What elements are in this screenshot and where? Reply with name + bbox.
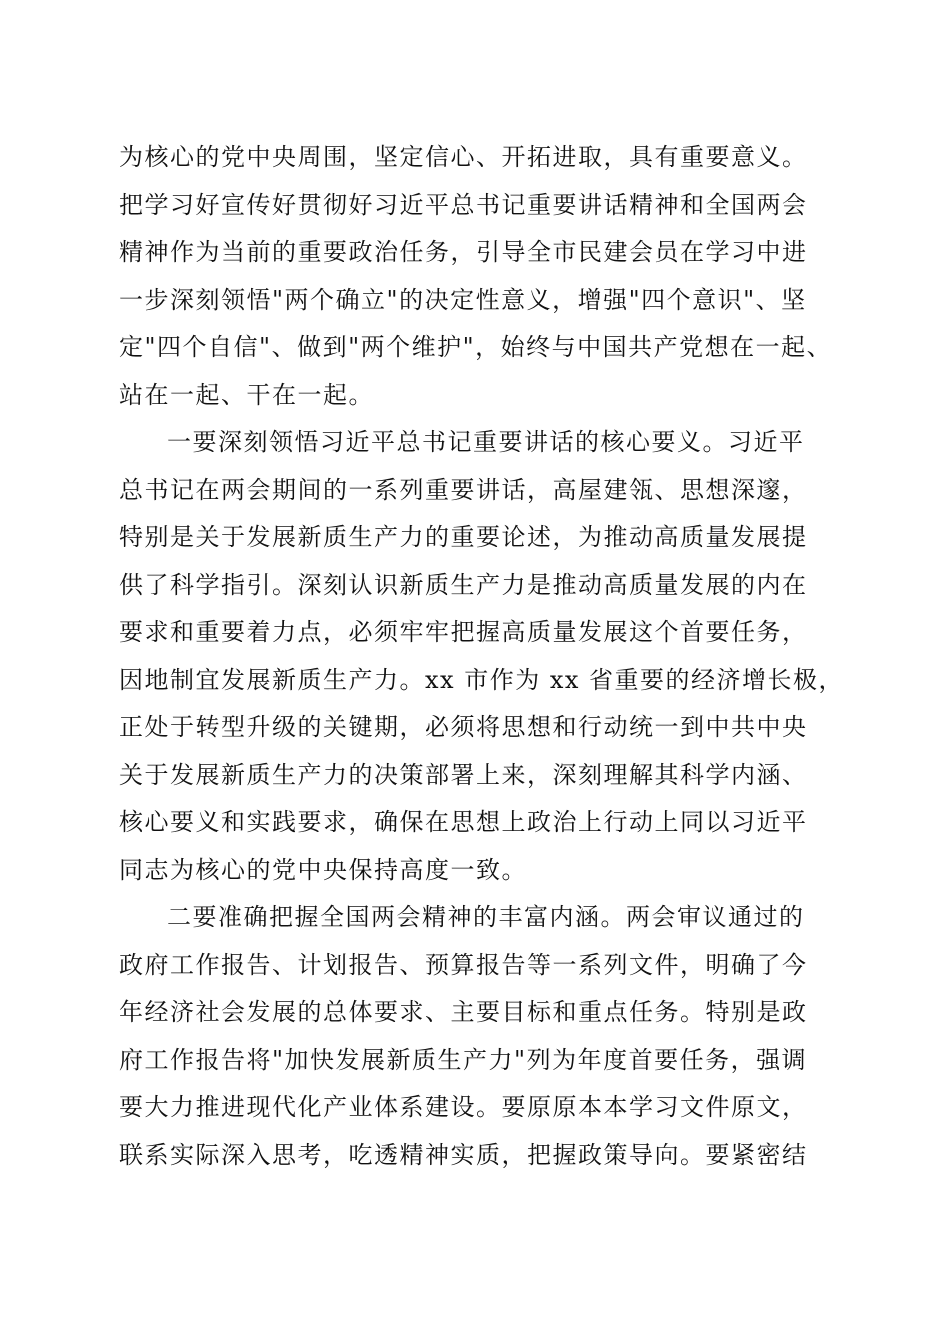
text-line: 政府工作报告、计划报告、预算报告等一系列文件，明确了今 [119,950,808,979]
text-line: 正处于转型升级的关键期，必须将思想和行动统一到中共中央 [119,713,808,741]
text-line: 把学习好宣传好贯彻好习近平总书记重要讲话精神和全国两会 [119,190,808,219]
text-line: 站在一起、干在一起。 [119,380,374,409]
text-line: 年经济社会发展的总体要求、主要目标和重点任务。特别是政 [119,998,808,1026]
text-line: 一要深刻领悟习近平总书记重要讲话的核心要义。习近平 [167,428,805,456]
paragraph-2 [119,419,845,894]
text-line: 联系实际深入思考，吃透精神实质，把握政策导向。要紧密结 [119,1140,808,1169]
text-line: 要求和重要着力点，必须牢牢把握高质量发展这个首要任务， [119,618,808,646]
text-line: 要大力推进现代化产业体系建设。要原原本本学习文件原文， [119,1093,808,1121]
text-line: 关于发展新质生产力的决策部署上来，深刻理解其科学内涵、 [119,760,808,789]
text-line: 府工作报告将"加快发展新质生产力"列为年度首要任务，强调 [119,1045,808,1074]
text-line: 特别是关于发展新质生产力的重要论述，为推动高质量发展提 [119,523,808,551]
paragraph-1 [119,134,839,419]
text-line: 核心要义和实践要求，确保在思想上政治上行动上同以习近平 [119,808,808,836]
text-line: 为核心的党中央周围，坚定信心、开拓进取，具有重要意义。 [119,143,808,171]
text-line: 一步深刻领悟"两个确立"的决定性意义，增强"四个意识"、坚 [119,285,807,314]
text-line: 二要准确把握全国两会精神的丰富内涵。两会审议通过的 [167,903,805,931]
text-line: 定"四个自信"、做到"两个维护"，始终与中国共产党想在一起、 [119,333,833,361]
text-line: 因地制宜发展新质生产力。xx 市作为 xx 省重要的经济增长极， [119,665,845,694]
text-line: 精神作为当前的重要政治任务，引导全市民建会员在学习中进 [119,238,808,266]
text-line: 总书记在两会期间的一系列重要讲话，高屋建瓴、思想深邃， [119,475,808,504]
document-body [119,134,845,1179]
paragraph-3 [119,894,839,1179]
text-line: 同志为核心的党中央保持高度一致。 [119,855,527,884]
text-line: 供了科学指引。深刻认识新质生产力是推动高质量发展的内在 [119,570,808,599]
